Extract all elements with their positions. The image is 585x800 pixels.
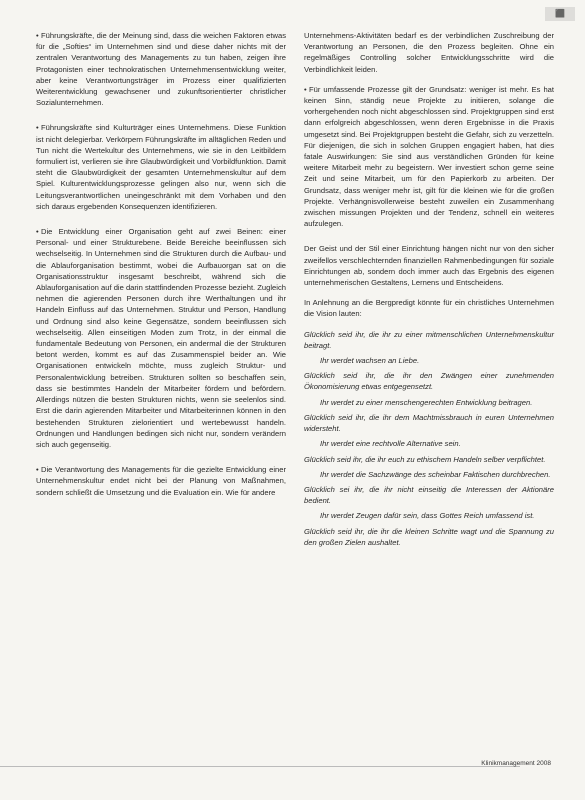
beatitude-line: Glücklich seid ihr, die ihr euch zu ethischem Handeln selber verpflichtet. [304,454,546,464]
beatitude-response: Ihr werdet die Sachzwänge des scheinbar Faktischen durchbrechen. [320,469,551,479]
beatitude-line: Glücklich seid ihr, die ihr dem Machtmissbrauch in euren Unternehmen widersteht. [304,412,554,434]
footer-rule [0,766,520,767]
bullet-text: Führungskräfte, die der Meinung sind, dass die weichen Faktoren etwas für die „Softies“ im Unternehmen sind und diese daher nichts mit der zentralen Verantwortung des Managements zu tun haben, zeigen ihre Protagonisten einer technokratischen Unternehmensentwicklung weiter, aber keine Verantwortungsträger im Prozess einer qualifizierten Weiterentwicklung gewachsener und zukunftsorientierter christlicher Sozialunternehmen. [36,31,286,108]
beatitude-response: Ihr werdet Zeugen dafür sein, dass Gottes Reich umfassend ist. [320,511,535,521]
beatitude-line: Glücklich seid ihr, die ihr den Zwängen einer zunehmenden Ökonomisierung etwas entgegensetzt. [304,371,554,392]
beatitude-line: Glücklich seid ihr, die ihr die kleinen Schritte wagt und die Spannung zu den großen Zielen aushaltet. [304,526,554,547]
body-paragraph: Der Geist und der Stil einer Einrichtung hängen nicht nur von den sicher zweifellos verschlechternden finanziellen Rahmenbedingungen für soziale Einrichtungen ab, sondern doch immer auch das Ergebnis des eigenen unternehmerischen Gestaltens, Lernens und Entscheidens. [304,244,554,288]
beatitude-response: Ihr werdet eine rechtvolle Alternative sein. [320,439,461,449]
bullet-text: Für umfassende Prozesse gilt der Grundsatz: weniger ist mehr. Es hat keinen Sinn, ständig neue Projekte zu initiieren, solange die vorhergehenden noch nicht abgeschlossen sind. Projektgruppen sind erst dann erfolgreich abgeschlossen, wenn deren Ergebnisse in die Praxis umgesetzt sind. Bei Projektgruppen besteht die Gefahr, sich zu verzetteln. Für diejenigen, die sich in solchen Gruppen engagiert haben, hat dies fatale Auswirkungen: Sie sind aus verständlichen Gründen für keine weitere Mitarbeit mehr zu begeistern. Wer investiert schon gerne seine Zeit und seine Mitarbeit, um für den Papierkorb zu arbeiten. Der Grundsatz, dass weniger mehr ist, gilt für die kleinen wie für die großen Projekte. Verhängnisvollerweise besteht zuweilen ein Zusammenhang zwischen missungen Projekten und der Tendenz, schnell ein weiteres aufzulegen. [304,84,554,229]
beatitude-line: Glücklich sei ihr, die ihr nicht einseitig die Interessen der Aktionäre bedient. [304,484,554,506]
bullet-icon: • [36,31,39,40]
body-paragraph: Unternehmens-Aktivitäten bedarf es der verbindlichen Zuschreibung der Verantwortung an Personen, die den Prozess begleiten. Ohne ein regelmäßiges Controlling solcher Entwicklungsschritte wird die Verbindlichkeit leiden. [304,31,554,74]
bullet-text: Führungskräfte sind Kulturträger eines Unternehmens. Diese Funktion ist nicht delegierbar. Verkörpern Führungskräfte im alltäglichen Reden und Tun nicht die Wertekultur des Unternehmens, wie sie in den Leitbildern formuliert ist, verlieren sie ihre Glaubwürdigkeit und Vorbildfunktion. Damit steht die Glaubwürdigkeit der gesamten Unternehmenskultur auf dem Spiel. Kulturentwicklungsprozesse gelingen also nur, wenn sich die Leitungsverantwortlichen uneingeschränkt mit dem Vorhaben und den sich daraus ergebenden Konsequenzen identifizieren. [36,123,286,211]
beatitude-line: Glücklich seid ihr, die ihr zu einer mitmenschlichen Unternehmenskultur beitragt. [304,329,554,350]
bullet-text: Die Entwicklung einer Organisation geht auf zwei Beinen: einer Personal- und einer Strukturebene. Beide Bereiche beeinflussen sich wechselseitig. In Unternehmen sind die Strukturen durch die Aufbau- und die Ablauforganisation bestimmt, wobei die Aufbauorgan sat on die Organisationsstruktur insgesamt beschreibt, während sich die Ablauforganisation auf die darin stattfindenden Prozesse bezieht. Zugleich nehmen die agierenden Personen durch ihre Werthaltungen und ihr Handeln Einfluss auf das Unternehmen. Struktur und Person, Handlung und Ordnung sind also keine Gegensätze, sondern beeinflussen sich wechselseitig. Allen einseitigen Moden zum Trotz, in der einmal die fundamentale Bedeutung von Personen, ein andermal die der Strukturen betont werden, kommt es auf das Zusammenspiel beider an. Wie Organisationen entwickeln möchte, muss zugleich Struktur- und Personalentwicklung betreiben. Strukturen sollten so beschaffen sein, dass sie bestimmtes Handeln der Mitarbeiter fördern und befördern. Allerdings nützen die besten Strukturen nichts, wenn sie seelenlos sind. Erst die darin agierenden Mitarbeiter und Mitarbeiterinnen können in den bestehenden Strukturen zielorientiert und wertebewusst handeln. Ordnungen und Handlungen bedingen sich nicht nur, sondern verändern sich auch gegenseitig. [36,227,286,449]
bullet-icon: • [304,84,307,94]
bullet-icon: • [36,227,39,237]
bullet-paragraph [36,122,286,212]
bullet-paragraph [36,30,286,108]
bullet-paragraph [36,226,286,450]
bullet-paragraph [304,84,554,230]
bullet-text: Die Verantwortung des Managements für die gezielte Entwicklung einer Unternehmenskultur endet nicht bei der Planung von Maßnahmen, sondern schließt die Umsetzung und die Evaluation ein. Wie für andere [36,465,286,497]
left-column [36,30,286,512]
body-paragraph: In Anlehnung an die Bergpredigt könnte für ein christliches Unternehmen die Vision lauten: [304,298,554,319]
bullet-icon: • [36,123,39,133]
bullet-icon: • [36,465,39,475]
beatitude-response: Ihr werdet wachsen an Liebe. [320,356,420,366]
right-column [304,30,554,552]
footer-publication: Klinikmanagement 2008 [481,760,551,767]
publisher-logo: ⬛ [545,7,575,21]
beatitude-response: Ihr werdet zu einer menschengerechten Entwicklung beitragen. [320,397,533,407]
page-footer [0,760,585,780]
bullet-paragraph [36,464,286,498]
